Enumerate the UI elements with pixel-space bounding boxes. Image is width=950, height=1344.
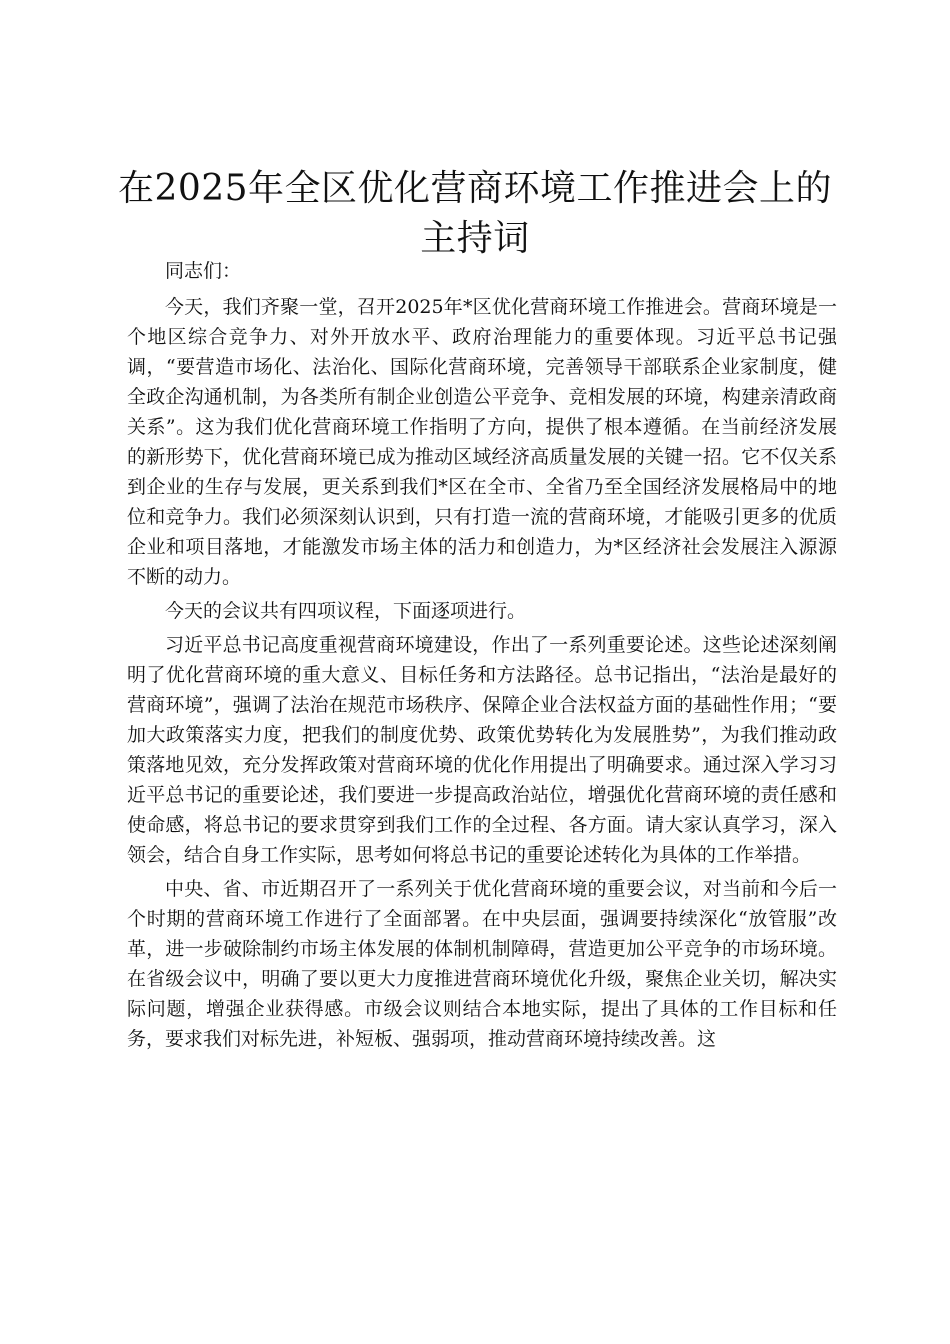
paragraph-meetings: 中央、省、市近期召开了一系列关于优化营商环境的重要会议，对当前和今后一个时期的营商环境工作进行了全面部署。在中央层面，强调要持续深化“放管服”改革，进一步破除制约市场主体发展的体制机制障碍，营造更加公平竞争的市场环境。在省级会议中，明确了要以更大力度推进营商环境优化升级，聚焦企业关切，解决实际问题，增强企业获得感。市级会议则结合本地实际，提出了具体的工作目标和任务，要求我们对标先进，补短板、强弱项，推动营商环境持续改善。这 bbox=[127, 878, 837, 1050]
title-line-1: 在2025年全区优化营商环境工作推进会上的 bbox=[117, 168, 833, 209]
document-title bbox=[110, 164, 840, 264]
greeting: 同志们： bbox=[165, 260, 242, 282]
title-line-2: 主持词 bbox=[420, 218, 530, 259]
paragraph-xi-remarks: 习近平总书记高度重视营商环境建设，作出了一系列重要论述。这些论述深刻阐明了优化营商环境的重大意义、目标任务和方法路径。总书记指出，“法治是最好的营商环境”，强调了法治在规范市场秩序、保障企业合法权益方面的基础性作用；“要加大政策落实力度，把我们的制度优势、政策优势转化为发展胜势”，为我们推动政策落地见效，充分发挥政策对营商环境的优化作用提出了明确要求。通过深入学习习近平总书记的重要论述，我们要进一步提高政治站位，增强优化营商环境的责任感和使命感，将总书记的要求贯穿到我们工作的全过程、各方面。请大家认真学习，深入领会，结合自身工作实际，思考如何将总书记的重要论述转化为具体的工作举措。 bbox=[127, 634, 837, 866]
paragraph-agenda: 今天的会议共有四项议程，下面逐项进行。 bbox=[165, 600, 527, 622]
paragraph-opening: 今天，我们齐聚一堂，召开2025年*区优化营商环境工作推进会。营商环境是一个地区综合竞争力、对外开放水平、政府治理能力的重要体现。习近平总书记强调，“要营造市场化、法治化、国际化营商环境，完善领导干部联系企业家制度，健全政企沟通机制，为各类所有制企业创造公平竞争、竞相发展的环境，构建亲清政商关系”。这为我们优化营商环境工作指明了方向，提供了根本遵循。在当前经济发展的新形势下，优化营商环境已成为推动区域经济高质量发展的关键一招。它不仅关系到企业的生存与发展，更关系到我们*区在全市、全省乃至全国经济发展格局中的地位和竞争力。我们必须深刻认识到，只有打造一流的营商环境，才能吸引更多的优质企业和项目落地，才能激发市场主体的活力和创造力，为*区经济社会发展注入源源不断的动力。 bbox=[127, 296, 837, 588]
document-body bbox=[127, 256, 837, 1058]
